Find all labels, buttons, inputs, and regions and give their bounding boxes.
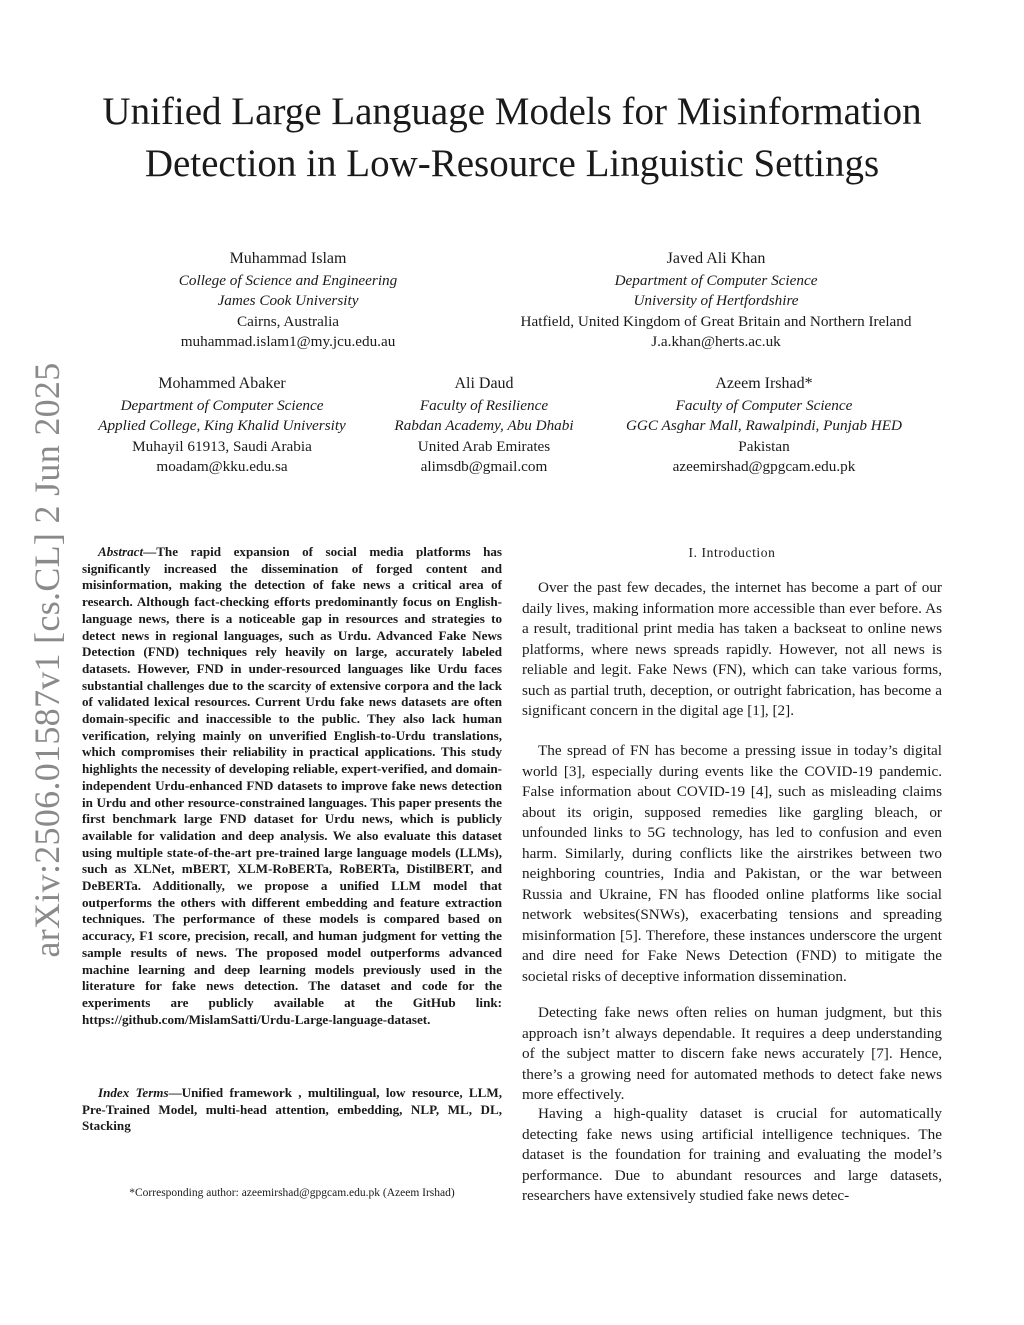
author-name: Ali Daud	[454, 375, 514, 392]
author-block-3	[98, 374, 346, 478]
author-email: azeemirshad@gpgcam.edu.pk	[672, 458, 856, 476]
paper-title	[0, 86, 1024, 190]
abstract	[82, 544, 502, 1028]
author-department: Faculty of Computer Science	[675, 396, 853, 414]
author-name: Javed Ali Khan	[666, 250, 766, 267]
author-department: College of Science and Engineering	[178, 271, 398, 289]
author-department: Department of Computer Science	[120, 396, 324, 414]
arxiv-identifier: arXiv:2506.01587v1 [cs.CL] 2 Jun 2025	[27, 362, 67, 958]
author-email: muhammad.islam1@my.jcu.edu.au	[180, 333, 396, 351]
author-block-5	[626, 374, 902, 478]
intro-paragraph-1: Over the past few decades, the internet has become a part of our daily lives, making information more accessible than ever before. As a result, traditional print media has taken a backseat to online news platforms, where news spreads rapidly. However, not all news is reliable and legit. Fake News (FN), which can take various forms, such as partial truth, deception, or outright fabrication, has become a significant concern in the digital age [1], [2].	[522, 579, 942, 719]
paper-title-line-2: Detection in Low-Resource Linguistic Settings	[144, 142, 880, 185]
author-location: Cairns, Australia	[236, 312, 340, 330]
author-name: Azeem Irshad*	[715, 375, 813, 392]
author-email: alimsdb@gmail.com	[420, 458, 548, 476]
paper-title-line-1: Unified Large Language Models for Misinformation	[102, 90, 922, 133]
author-block-1	[179, 249, 397, 353]
index-terms-text: —Unified framework , multilingual, low resource, LLM, Pre-Trained Model, multi-head attention, embedding, NLP, ML, DL, Stacking	[82, 1085, 502, 1134]
section-heading-introduction: I. Introduction	[688, 545, 776, 560]
author-organization: James Cook University	[217, 292, 359, 310]
author-email: moadam@kku.edu.sa	[156, 458, 288, 476]
author-department: Faculty of Resilience	[419, 396, 549, 414]
abstract-text: —The rapid expansion of social media platforms has significantly increased the dissemination of forged content and misinformation, making the detection of fake news a critical area of research. Although fact-checking efforts predominantly focus on English-language news, there is a noticeable gap in resources and strategies to detect news in regional languages, such as Urdu. Advanced Fake News Detection (FND) techniques rely heavily on large, accurately labeled datasets. However, FND in under-resourced languages like Urdu faces substantial challenges due to the scarcity of extensive corpora and the lack of validated lexical resources. Current Urdu fake news datasets are often domain-specific and inaccessible to the public. They also lack human verification, relying mainly on unverified English-to-Urdu translations, which compromises their reliability in practical applications. This study highlights the necessity of developing reliable, expert-verified, and domain-independent Urdu-enhanced FND datasets to improve fake news detection in Urdu and other resource-constrained languages. This paper presents the first benchmark large FND dataset for Urdu news, which is publicly available for validation and deep analysis. We also evaluate this dataset using multiple state-of-the-art pre-trained large language models (LLMs), such as XLNet, mBERT, XLM-RoBERTa, RoBERTa, DistilBERT, and DeBERTa. Additionally, we propose a unified LLM model that outperforms the others with different embedding and feature extraction techniques. The performance of these models is compared based on accuracy, F1 score, precision, recall, and human judgment for vetting the sample results of news. The proposed model outperforms advanced machine learning and deep learning models previously used in the literature for fake news detection. The dataset and code for the experiments are publicly available at the GitHub link: https://github.com/MislamSatti/Urdu-Large-language-dataset.	[82, 544, 502, 1027]
author-organization: University of Hertfordshire	[633, 292, 799, 310]
author-block-2	[521, 249, 912, 353]
author-email: J.a.khan@herts.ac.uk	[651, 333, 781, 351]
author-location: Pakistan	[738, 437, 790, 455]
author-organization: Applied College, King Khalid University	[98, 417, 346, 435]
author-block-4	[394, 374, 573, 478]
index-terms-label: Index Terms	[98, 1085, 169, 1100]
author-name: Mohammed Abaker	[158, 375, 286, 392]
intro-paragraph-4: Having a high-quality dataset is crucial for automatically detecting fake news using artificial intelligence techniques. The dataset is the foundation for training and evaluating the model’s performance. Due to abundant resources and large datasets, researchers have extensively studied fake news detec-	[522, 1105, 942, 1204]
corresponding-author-footnote: *Corresponding author: azeemirshad@gpgcam.edu.pk (Azeem Irshad)	[129, 1187, 455, 1199]
author-department: Department of Computer Science	[614, 271, 818, 289]
abstract-label: Abstract	[98, 544, 144, 559]
author-organization: Rabdan Academy, Abu Dhabi	[394, 417, 574, 435]
author-location: Muhayil 61913, Saudi Arabia	[132, 437, 312, 455]
author-organization: GGC Asghar Mall, Rawalpindi, Punjab HED	[625, 417, 903, 435]
author-location: United Arab Emirates	[417, 437, 551, 455]
index-terms	[82, 1085, 502, 1135]
intro-paragraph-3: Detecting fake news often relies on human judgment, but this approach isn’t always dependable. It requires a deep understanding of the subject matter to discern fake news accurately [7]. Hence, there’s a growing need for automated methods to detect fake news more effectively.	[522, 1004, 942, 1103]
author-location: Hatfield, United Kingdom of Great Britain and Northern Ireland	[520, 312, 912, 330]
intro-paragraph-2: The spread of FN has become a pressing issue in today’s digital world [3], especially during events like the COVID-19 pandemic. False information about COVID-19 [4], such as misleading claims about its origin, supposed remedies like gargling bleach, or unfounded links to 5G technology, has led to confusion and even harm. Similarly, during conflicts like the airstrikes between two neighboring countries, India and Pakistan, or the war between Russia and Ukraine, FN has flooded online platforms like social network websites(SNWs), exacerbating tensions and spreading misinformation [5]. Therefore, these instances underscore the urgent and dire need for Fake News Detection (FND) to mitigate the societal risks of deceptive information dissemination.	[522, 742, 942, 985]
author-name: Muhammad Islam	[229, 250, 347, 267]
